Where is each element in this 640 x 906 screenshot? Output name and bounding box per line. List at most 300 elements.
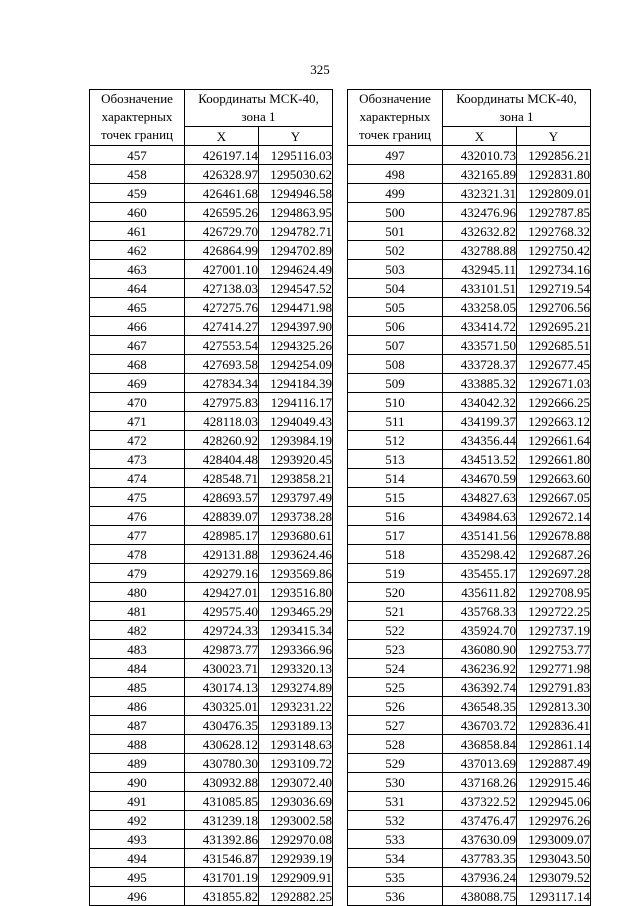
x-coordinate-cell: 432945.11 — [443, 260, 517, 279]
table-row — [90, 146, 333, 165]
y-coordinate-cell: 1293231.22 — [259, 697, 333, 716]
table-row — [90, 469, 333, 488]
table-row — [348, 697, 591, 716]
table-row — [348, 830, 591, 849]
point-number-cell: 473 — [90, 450, 185, 469]
coordinates-header — [443, 90, 591, 127]
x-coordinate-cell: 427834.34 — [185, 374, 259, 393]
point-number-cell: 516 — [348, 507, 443, 526]
y-coordinate-cell: 1292970.08 — [259, 830, 333, 849]
point-number-cell: 531 — [348, 792, 443, 811]
y-coordinate-cell: 1293117.14 — [517, 887, 591, 906]
point-number-cell: 485 — [90, 678, 185, 697]
table-row — [348, 336, 591, 355]
y-coordinate-cell: 1293984.19 — [259, 431, 333, 450]
point-number-cell: 487 — [90, 716, 185, 735]
y-coordinate-cell: 1292791.83 — [517, 678, 591, 697]
point-number-cell: 515 — [348, 488, 443, 507]
point-number-cell: 491 — [90, 792, 185, 811]
point-number-cell: 527 — [348, 716, 443, 735]
x-coordinate-cell: 427975.83 — [185, 393, 259, 412]
point-number-cell: 521 — [348, 602, 443, 621]
y-coordinate-cell: 1295030.62 — [259, 165, 333, 184]
table-row — [90, 773, 333, 792]
x-coordinate-cell: 432632.82 — [443, 222, 517, 241]
table-row — [90, 260, 333, 279]
point-number-cell: 486 — [90, 697, 185, 716]
table-row — [90, 735, 333, 754]
point-number-cell: 522 — [348, 621, 443, 640]
y-coordinate-cell: 1294116.17 — [259, 393, 333, 412]
point-number-cell: 524 — [348, 659, 443, 678]
point-number-cell: 474 — [90, 469, 185, 488]
point-number-cell: 518 — [348, 545, 443, 564]
designation-header-line-1: Обозначение — [101, 91, 173, 106]
coordinates-header-line-1: Координаты МСК-40, — [456, 91, 577, 106]
y-coordinate-cell: 1292695.21 — [517, 317, 591, 336]
x-coordinate-cell: 433885.32 — [443, 374, 517, 393]
point-number-cell: 477 — [90, 526, 185, 545]
point-number-cell: 535 — [348, 868, 443, 887]
table-row — [348, 526, 591, 545]
coordinates-header — [185, 90, 333, 127]
x-coordinate-cell: 428693.57 — [185, 488, 259, 507]
x-coordinate-cell: 434199.37 — [443, 412, 517, 431]
table-row — [348, 431, 591, 450]
y-coordinate-cell: 1294471.98 — [259, 298, 333, 317]
table-row — [90, 393, 333, 412]
table-row — [90, 849, 333, 868]
table-row — [348, 393, 591, 412]
point-number-cell: 514 — [348, 469, 443, 488]
table-row — [348, 602, 591, 621]
x-coordinate-cell: 437013.69 — [443, 754, 517, 773]
x-coordinate-cell: 426864.99 — [185, 241, 259, 260]
x-coordinate-cell: 427138.03 — [185, 279, 259, 298]
table-row — [348, 868, 591, 887]
x-coordinate-cell: 431546.87 — [185, 849, 259, 868]
y-coordinate-cell: 1292753.77 — [517, 640, 591, 659]
y-coordinate-cell: 1293189.13 — [259, 716, 333, 735]
x-coordinate-cell: 428260.92 — [185, 431, 259, 450]
point-number-cell: 459 — [90, 184, 185, 203]
table-row — [348, 887, 591, 906]
y-coordinate-cell: 1293465.29 — [259, 602, 333, 621]
y-coordinate-cell: 1292706.56 — [517, 298, 591, 317]
y-coordinate-cell: 1292882.25 — [259, 887, 333, 906]
y-coordinate-cell: 1294782.71 — [259, 222, 333, 241]
point-number-cell: 490 — [90, 773, 185, 792]
table-row — [348, 146, 591, 165]
point-number-cell: 501 — [348, 222, 443, 241]
point-number-cell: 457 — [90, 146, 185, 165]
x-coordinate-cell: 427001.10 — [185, 260, 259, 279]
point-number-cell: 479 — [90, 564, 185, 583]
x-coordinate-cell: 437322.52 — [443, 792, 517, 811]
point-number-cell: 517 — [348, 526, 443, 545]
point-number-cell: 482 — [90, 621, 185, 640]
point-number-cell: 506 — [348, 317, 443, 336]
coordinates-header-line-2: зона 1 — [241, 109, 276, 124]
x-coordinate-cell: 427275.76 — [185, 298, 259, 317]
table-row — [90, 374, 333, 393]
x-coordinate-cell: 434670.59 — [443, 469, 517, 488]
y-column-header: Y — [259, 127, 333, 146]
x-coordinate-cell: 435924.70 — [443, 621, 517, 640]
point-number-cell: 496 — [90, 887, 185, 906]
table-row — [90, 830, 333, 849]
y-coordinate-cell: 1292976.26 — [517, 811, 591, 830]
point-number-cell: 525 — [348, 678, 443, 697]
y-coordinate-cell: 1293738.28 — [259, 507, 333, 526]
x-coordinate-cell: 432321.31 — [443, 184, 517, 203]
point-number-cell: 519 — [348, 564, 443, 583]
x-coordinate-cell: 427693.58 — [185, 355, 259, 374]
table-row — [348, 811, 591, 830]
table-row — [90, 450, 333, 469]
point-number-cell: 460 — [90, 203, 185, 222]
y-coordinate-cell: 1295116.03 — [259, 146, 333, 165]
y-coordinate-cell: 1292722.25 — [517, 602, 591, 621]
y-coordinate-cell: 1292915.46 — [517, 773, 591, 792]
designation-header-line-3: точек границ — [100, 127, 174, 142]
y-coordinate-cell: 1293366.96 — [259, 640, 333, 659]
x-coordinate-cell: 431701.19 — [185, 868, 259, 887]
point-number-cell: 507 — [348, 336, 443, 355]
y-coordinate-cell: 1293624.46 — [259, 545, 333, 564]
table-row — [90, 317, 333, 336]
x-coordinate-cell: 430174.13 — [185, 678, 259, 697]
table-row — [348, 773, 591, 792]
point-number-cell: 465 — [90, 298, 185, 317]
table-row — [348, 469, 591, 488]
y-coordinate-cell: 1294325.26 — [259, 336, 333, 355]
y-column-header: Y — [517, 127, 591, 146]
x-coordinate-cell: 433258.05 — [443, 298, 517, 317]
table-row — [348, 849, 591, 868]
y-coordinate-cell: 1294184.39 — [259, 374, 333, 393]
x-coordinate-cell: 436703.72 — [443, 716, 517, 735]
table-row — [348, 222, 591, 241]
point-number-cell: 481 — [90, 602, 185, 621]
point-number-cell: 499 — [348, 184, 443, 203]
x-coordinate-cell: 438088.75 — [443, 887, 517, 906]
y-coordinate-cell: 1292734.16 — [517, 260, 591, 279]
y-coordinate-cell: 1293036.69 — [259, 792, 333, 811]
point-number-cell: 471 — [90, 412, 185, 431]
table-row — [90, 222, 333, 241]
y-coordinate-cell: 1292831.80 — [517, 165, 591, 184]
x-coordinate-cell: 429575.40 — [185, 602, 259, 621]
table-row — [90, 507, 333, 526]
y-coordinate-cell: 1293043.50 — [517, 849, 591, 868]
y-coordinate-cell: 1292697.28 — [517, 564, 591, 583]
point-number-cell: 483 — [90, 640, 185, 659]
y-coordinate-cell: 1292887.49 — [517, 754, 591, 773]
y-coordinate-cell: 1293516.80 — [259, 583, 333, 602]
x-coordinate-cell: 436236.92 — [443, 659, 517, 678]
designation-header-line-2: характерных — [101, 109, 173, 124]
table-row — [348, 355, 591, 374]
x-coordinate-cell: 429131.88 — [185, 545, 259, 564]
y-coordinate-cell: 1293002.58 — [259, 811, 333, 830]
x-coordinate-cell: 428548.71 — [185, 469, 259, 488]
designation-header-line-1: Обозначение — [359, 91, 431, 106]
table-row — [90, 545, 333, 564]
table-row — [90, 640, 333, 659]
y-coordinate-cell: 1292677.45 — [517, 355, 591, 374]
point-number-cell: 492 — [90, 811, 185, 830]
x-coordinate-cell: 432476.96 — [443, 203, 517, 222]
point-number-cell: 530 — [348, 773, 443, 792]
x-coordinate-cell: 428404.48 — [185, 450, 259, 469]
table-row — [90, 279, 333, 298]
y-coordinate-cell: 1292861.14 — [517, 735, 591, 754]
y-coordinate-cell: 1292661.80 — [517, 450, 591, 469]
point-number-cell: 502 — [348, 241, 443, 260]
x-coordinate-cell: 430932.88 — [185, 773, 259, 792]
x-column-header: X — [185, 127, 259, 146]
point-number-cell: 509 — [348, 374, 443, 393]
point-number-cell: 478 — [90, 545, 185, 564]
table-row — [348, 640, 591, 659]
y-coordinate-cell: 1292666.25 — [517, 393, 591, 412]
x-coordinate-cell: 427414.27 — [185, 317, 259, 336]
y-coordinate-cell: 1292663.60 — [517, 469, 591, 488]
table-row — [348, 583, 591, 602]
point-number-cell: 508 — [348, 355, 443, 374]
x-coordinate-cell: 435768.33 — [443, 602, 517, 621]
y-coordinate-cell: 1292909.91 — [259, 868, 333, 887]
y-coordinate-cell: 1292813.30 — [517, 697, 591, 716]
x-coordinate-cell: 435298.42 — [443, 545, 517, 564]
table-row — [348, 564, 591, 583]
x-coordinate-cell: 436858.84 — [443, 735, 517, 754]
point-number-cell: 493 — [90, 830, 185, 849]
y-coordinate-cell: 1293797.49 — [259, 488, 333, 507]
y-coordinate-cell: 1292661.64 — [517, 431, 591, 450]
y-coordinate-cell: 1293415.34 — [259, 621, 333, 640]
y-coordinate-cell: 1294547.52 — [259, 279, 333, 298]
y-coordinate-cell: 1292787.85 — [517, 203, 591, 222]
y-coordinate-cell: 1293079.52 — [517, 868, 591, 887]
y-coordinate-cell: 1292809.01 — [517, 184, 591, 203]
table-row — [348, 184, 591, 203]
point-number-cell: 470 — [90, 393, 185, 412]
y-coordinate-cell: 1293009.07 — [517, 830, 591, 849]
point-number-cell: 510 — [348, 393, 443, 412]
y-coordinate-cell: 1294254.09 — [259, 355, 333, 374]
table-row — [90, 678, 333, 697]
table-row — [348, 412, 591, 431]
y-coordinate-cell: 1292663.12 — [517, 412, 591, 431]
table-row — [348, 488, 591, 507]
y-coordinate-cell: 1292685.51 — [517, 336, 591, 355]
x-coordinate-cell: 427553.54 — [185, 336, 259, 355]
x-coordinate-cell: 430325.01 — [185, 697, 259, 716]
table-row — [90, 659, 333, 678]
table-row — [348, 241, 591, 260]
y-coordinate-cell: 1292671.03 — [517, 374, 591, 393]
table-row — [90, 165, 333, 184]
table-row — [348, 792, 591, 811]
point-number-cell: 469 — [90, 374, 185, 393]
point-number-cell: 468 — [90, 355, 185, 374]
y-coordinate-cell: 1292708.95 — [517, 583, 591, 602]
point-number-cell: 466 — [90, 317, 185, 336]
y-coordinate-cell: 1294946.58 — [259, 184, 333, 203]
coordinates-table-right-body — [348, 146, 591, 906]
y-coordinate-cell: 1293680.61 — [259, 526, 333, 545]
table-row — [90, 298, 333, 317]
y-coordinate-cell: 1292771.98 — [517, 659, 591, 678]
point-number-cell: 503 — [348, 260, 443, 279]
x-column-header: X — [443, 127, 517, 146]
x-coordinate-cell: 436548.35 — [443, 697, 517, 716]
x-coordinate-cell: 436080.90 — [443, 640, 517, 659]
point-number-cell: 526 — [348, 697, 443, 716]
x-coordinate-cell: 431855.82 — [185, 887, 259, 906]
table-row — [90, 241, 333, 260]
table-row — [348, 317, 591, 336]
point-number-cell: 472 — [90, 431, 185, 450]
x-coordinate-cell: 434042.32 — [443, 393, 517, 412]
x-coordinate-cell: 430780.30 — [185, 754, 259, 773]
y-coordinate-cell: 1294397.90 — [259, 317, 333, 336]
point-number-cell: 523 — [348, 640, 443, 659]
x-coordinate-cell: 437476.47 — [443, 811, 517, 830]
table-row — [348, 754, 591, 773]
point-number-cell: 529 — [348, 754, 443, 773]
point-number-cell: 475 — [90, 488, 185, 507]
y-coordinate-cell: 1292687.26 — [517, 545, 591, 564]
point-number-cell: 494 — [90, 849, 185, 868]
y-coordinate-cell: 1292856.21 — [517, 146, 591, 165]
x-coordinate-cell: 428985.17 — [185, 526, 259, 545]
y-coordinate-cell: 1292750.42 — [517, 241, 591, 260]
point-number-cell: 489 — [90, 754, 185, 773]
y-coordinate-cell: 1294702.89 — [259, 241, 333, 260]
page-number: 325 — [310, 62, 330, 77]
x-coordinate-cell: 435611.82 — [443, 583, 517, 602]
x-coordinate-cell: 432010.73 — [443, 146, 517, 165]
x-coordinate-cell: 431085.85 — [185, 792, 259, 811]
table-row — [90, 203, 333, 222]
point-number-cell: 534 — [348, 849, 443, 868]
x-coordinate-cell: 433414.72 — [443, 317, 517, 336]
x-coordinate-cell: 430023.71 — [185, 659, 259, 678]
x-coordinate-cell: 431239.18 — [185, 811, 259, 830]
point-number-cell: 462 — [90, 241, 185, 260]
table-row — [348, 621, 591, 640]
y-coordinate-cell: 1292667.05 — [517, 488, 591, 507]
table-row — [348, 298, 591, 317]
point-number-cell: 467 — [90, 336, 185, 355]
x-coordinate-cell: 437936.24 — [443, 868, 517, 887]
x-coordinate-cell: 434513.52 — [443, 450, 517, 469]
y-coordinate-cell: 1292945.06 — [517, 792, 591, 811]
table-row — [348, 545, 591, 564]
x-coordinate-cell: 428839.07 — [185, 507, 259, 526]
point-number-cell: 504 — [348, 279, 443, 298]
x-coordinate-cell: 435141.56 — [443, 526, 517, 545]
y-coordinate-cell: 1293858.21 — [259, 469, 333, 488]
y-coordinate-cell: 1292719.54 — [517, 279, 591, 298]
x-coordinate-cell: 429873.77 — [185, 640, 259, 659]
table-row — [348, 165, 591, 184]
table-row — [348, 279, 591, 298]
coordinates-table-left — [89, 89, 333, 906]
x-coordinate-cell: 433728.37 — [443, 355, 517, 374]
x-coordinate-cell: 433571.50 — [443, 336, 517, 355]
point-number-cell: 520 — [348, 583, 443, 602]
table-row — [90, 336, 333, 355]
x-coordinate-cell: 426595.26 — [185, 203, 259, 222]
x-coordinate-cell: 430628.12 — [185, 735, 259, 754]
table-row — [90, 811, 333, 830]
x-coordinate-cell: 429279.16 — [185, 564, 259, 583]
table-row — [90, 868, 333, 887]
table-row — [348, 716, 591, 735]
table-row — [90, 564, 333, 583]
y-coordinate-cell: 1292737.19 — [517, 621, 591, 640]
table-row — [90, 184, 333, 203]
point-number-cell: 513 — [348, 450, 443, 469]
table-row — [90, 792, 333, 811]
coordinates-table-left-body — [90, 146, 333, 906]
point-number-cell: 528 — [348, 735, 443, 754]
designation-header — [348, 90, 443, 146]
table-row — [90, 488, 333, 507]
designation-header-line-3: точек границ — [358, 127, 432, 142]
x-coordinate-cell: 434827.63 — [443, 488, 517, 507]
x-coordinate-cell: 432788.88 — [443, 241, 517, 260]
table-row — [90, 716, 333, 735]
y-coordinate-cell: 1294863.95 — [259, 203, 333, 222]
y-coordinate-cell: 1292678.88 — [517, 526, 591, 545]
point-number-cell: 461 — [90, 222, 185, 241]
table-row — [348, 450, 591, 469]
y-coordinate-cell: 1292836.41 — [517, 716, 591, 735]
table-row — [90, 697, 333, 716]
point-number-cell: 533 — [348, 830, 443, 849]
table-row — [348, 203, 591, 222]
point-number-cell: 497 — [348, 146, 443, 165]
coordinates-header-line-1: Координаты МСК-40, — [198, 91, 319, 106]
x-coordinate-cell: 429724.33 — [185, 621, 259, 640]
x-coordinate-cell: 437783.35 — [443, 849, 517, 868]
x-coordinate-cell: 433101.51 — [443, 279, 517, 298]
point-number-cell: 511 — [348, 412, 443, 431]
table-row — [348, 374, 591, 393]
y-coordinate-cell: 1293920.45 — [259, 450, 333, 469]
point-number-cell: 495 — [90, 868, 185, 887]
table-row — [90, 412, 333, 431]
y-coordinate-cell: 1293109.72 — [259, 754, 333, 773]
point-number-cell: 505 — [348, 298, 443, 317]
x-coordinate-cell: 430476.35 — [185, 716, 259, 735]
x-coordinate-cell: 435455.17 — [443, 564, 517, 583]
x-coordinate-cell: 426328.97 — [185, 165, 259, 184]
y-coordinate-cell: 1292939.19 — [259, 849, 333, 868]
designation-header-line-2: характерных — [359, 109, 431, 124]
table-row — [90, 887, 333, 906]
x-coordinate-cell: 426461.68 — [185, 184, 259, 203]
table-row — [348, 260, 591, 279]
point-number-cell: 464 — [90, 279, 185, 298]
table-row — [90, 602, 333, 621]
x-coordinate-cell: 437630.09 — [443, 830, 517, 849]
